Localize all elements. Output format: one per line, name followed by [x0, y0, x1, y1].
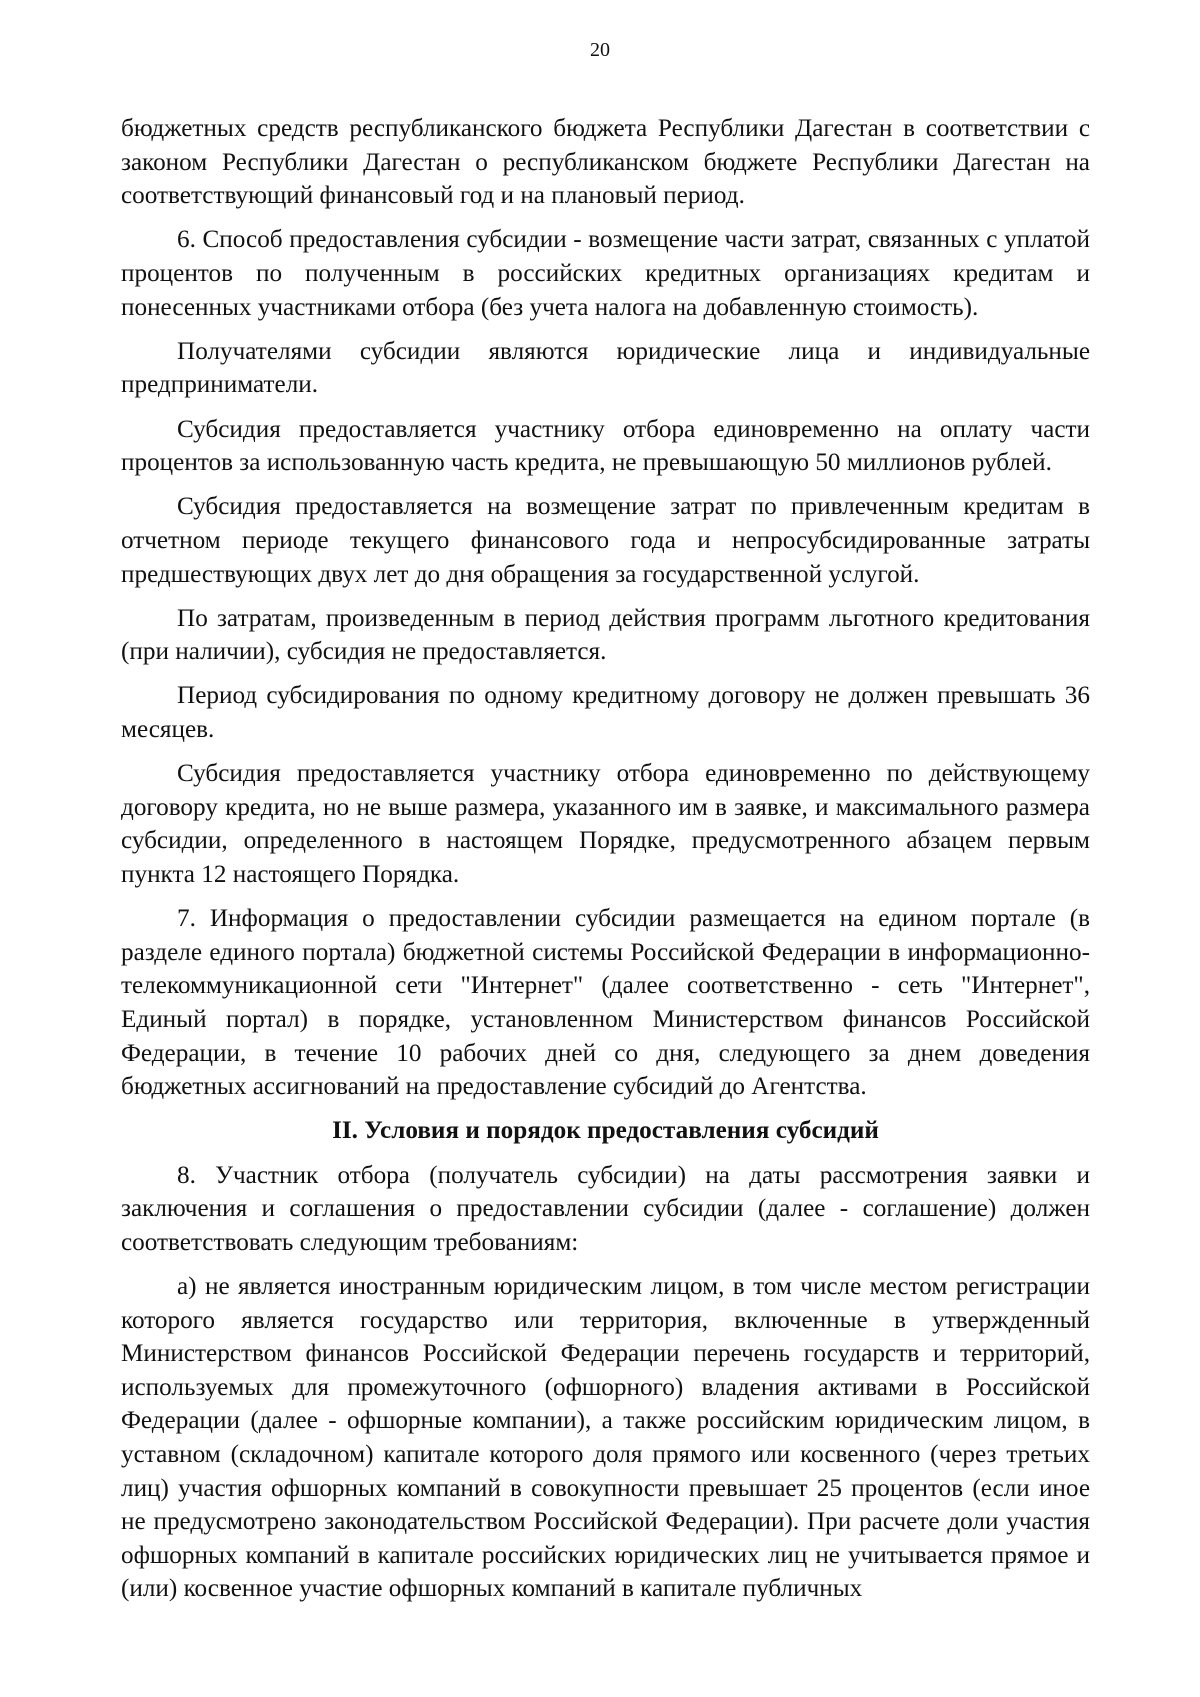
paragraph-item-7: 7. Информация о предоставлении субсидии размещается на едином портале (в разделе единого портала) бюджетной системы Российской Федерации в информационно-телекоммуникационной сети "Интернет" (далее соответственно - сеть "Интернет", Единый портал) в порядке, установленном Министерством финансов Российской Федерации, в течение 10 рабочих дней со дня, следующего за днем доведения бюджетных ассигнований на предоставление субсидий до Агентства.	[121, 905, 1090, 1101]
paragraph-subsidy-max: Субсидия предоставляется участнику отбора единовременно по действующему договору кредита, но не выше размера, указанного им в заявке, и максимального размера субсидии, определенного в настоящем Порядке, предусмотренного абзацем первым пункта 12 настоящего Порядка.	[121, 760, 1090, 889]
paragraph-item-8: 8. Участник отбора (получатель субсидии) на даты рассмотрения заявки и заключения и соглашения о предоставлении субсидии (далее - соглашение) должен соответствовать следующим требованиям:	[121, 1161, 1090, 1256]
paragraph-preferential-programs: По затратам, произведенным в период действия программ льготного кредитования (при наличии), субсидия не предоставляется.	[121, 604, 1090, 666]
document-body	[121, 112, 1090, 1616]
paragraph-subsidy-period: Субсидия предоставляется на возмещение затрат по привлеченным кредитам в отчетном периоде текущего финансового года и непросубсидированные затраты предшествующих двух лет до дня обращения за государственной услугой.	[121, 493, 1090, 588]
paragraph-subsidy-term: Период субсидирования по одному кредитному договору не должен превышать 36 месяцев.	[121, 682, 1090, 744]
page-number: 20	[590, 39, 610, 61]
paragraph-item-8a: а) не является иностранным юридическим лицом, в том числе местом регистрации которого является государство или территория, включенные в утвержденный Министерством финансов Российской Федерации перечень государств и территорий, используемых для промежуточного (офшорного) владения активами в Российской Федерации (далее - офшорные компании), а также российским юридическим лицом, в уставном (складочном) капитале которого доля прямого или косвенного (через третьих лиц) участия офшорных компаний в совокупности превышает 25 процентов (если иное не предусмотрено законодательством Российской Федерации). При расчете доли участия офшорных компаний в капитале российских юридических лиц не учитывается прямое и (или) косвенное участие офшорных компаний в капитале публичных	[121, 1272, 1090, 1603]
section-heading: II. Условия и порядок предоставления субсидий	[332, 1117, 879, 1145]
paragraph-recipients: Получателями субсидии являются юридические лица и индивидуальные предприниматели.	[121, 337, 1090, 399]
paragraph-subsidy-limit: Субсидия предоставляется участнику отбора единовременно на оплату части процентов за использованную часть кредита, не превышающую 50 миллионов рублей.	[121, 415, 1090, 477]
paragraph-continuation: бюджетных средств республиканского бюджета Республики Дагестан в соответствии с законом Республики Дагестан о республиканском бюджете Республики Дагестан на соответствующий финансовый год и на плановый период.	[121, 115, 1090, 210]
paragraph-item-6: 6. Способ предоставления субсидии - возмещение части затрат, связанных с уплатой процентов по полученным в российских кредитных организациях кредитам и понесенных участниками отбора (без учета налога на добавленную стоимость).	[121, 226, 1090, 321]
